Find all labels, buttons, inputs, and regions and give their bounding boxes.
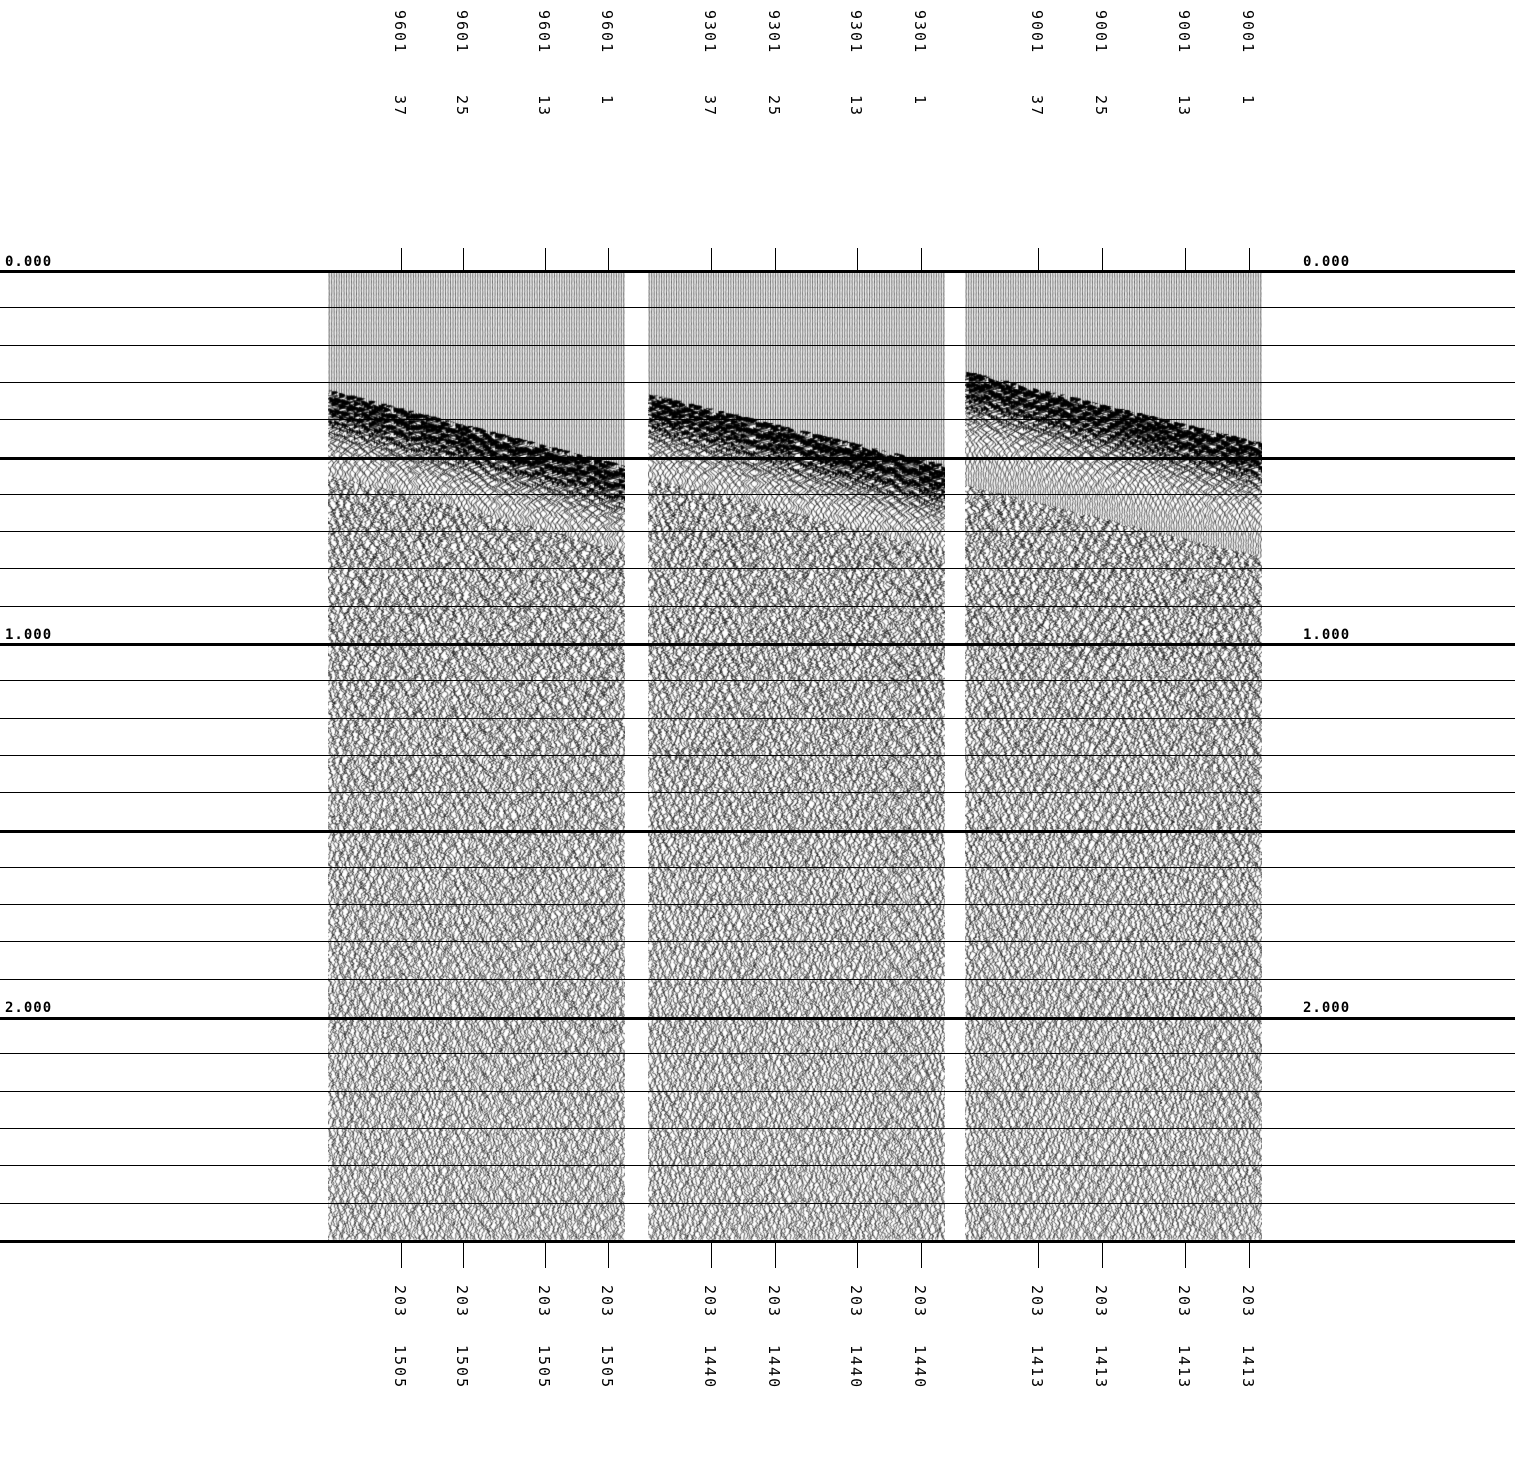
tick-bottom bbox=[1102, 1240, 1103, 1268]
tick-top bbox=[711, 248, 712, 270]
time-label-right: 0.000 bbox=[1303, 254, 1351, 270]
top-header-line1: 9601 bbox=[391, 10, 409, 55]
tick-top bbox=[1102, 248, 1103, 270]
bottom-header-line1: 203 bbox=[1028, 1285, 1046, 1319]
tick-top bbox=[1185, 248, 1186, 270]
bottom-header-line1: 203 bbox=[598, 1285, 616, 1319]
tick-top bbox=[608, 248, 609, 270]
seismic-panel-gather-9601-1505 bbox=[328, 270, 625, 1240]
top-header-line2: 1 bbox=[911, 95, 929, 107]
bottom-header-line1: 203 bbox=[1175, 1285, 1193, 1319]
bottom-header-line1: 203 bbox=[847, 1285, 865, 1319]
bottom-header-line1: 203 bbox=[701, 1285, 719, 1319]
seismic-panel-gather-9001-1413 bbox=[965, 270, 1262, 1240]
tick-top bbox=[463, 248, 464, 270]
time-label-left: 1.000 bbox=[5, 627, 53, 643]
top-header-line1: 9601 bbox=[453, 10, 471, 55]
tick-top bbox=[1249, 248, 1250, 270]
tick-bottom bbox=[1249, 1240, 1250, 1268]
bottom-header-line2: 1505 bbox=[453, 1345, 471, 1390]
wiggle-trace-canvas bbox=[965, 270, 1262, 1240]
tick-bottom bbox=[545, 1240, 546, 1268]
top-header-line2: 1 bbox=[1239, 95, 1257, 107]
tick-bottom bbox=[857, 1240, 858, 1268]
top-header-line2: 25 bbox=[765, 95, 783, 118]
tick-bottom bbox=[711, 1240, 712, 1268]
bottom-header-line2: 1505 bbox=[535, 1345, 553, 1390]
top-header-line1: 9001 bbox=[1028, 10, 1046, 55]
bottom-header-line2: 1440 bbox=[765, 1345, 783, 1390]
time-label-left: 0.000 bbox=[5, 254, 53, 270]
bottom-header-line2: 1413 bbox=[1175, 1345, 1193, 1390]
bottom-header-line1: 203 bbox=[1239, 1285, 1257, 1319]
top-header-line2: 37 bbox=[1028, 95, 1046, 118]
top-header-line2: 37 bbox=[391, 95, 409, 118]
top-header-line1: 9601 bbox=[598, 10, 616, 55]
bottom-header-line1: 203 bbox=[1092, 1285, 1110, 1319]
time-label-right: 2.000 bbox=[1303, 1000, 1351, 1016]
bottom-header-line1: 203 bbox=[391, 1285, 409, 1319]
top-header-line1: 9001 bbox=[1092, 10, 1110, 55]
top-header-line2: 25 bbox=[1092, 95, 1110, 118]
tick-bottom bbox=[921, 1240, 922, 1268]
tick-top bbox=[775, 248, 776, 270]
tick-bottom bbox=[608, 1240, 609, 1268]
bottom-header-line1: 203 bbox=[765, 1285, 783, 1319]
top-header-line2: 13 bbox=[1175, 95, 1193, 118]
tick-top bbox=[1038, 248, 1039, 270]
top-header-line1: 9301 bbox=[701, 10, 719, 55]
bottom-header-line2: 1413 bbox=[1239, 1345, 1257, 1390]
time-label-left: 2.000 bbox=[5, 1000, 53, 1016]
bottom-header-line1: 203 bbox=[535, 1285, 553, 1319]
gridline-bottom-frame bbox=[0, 1240, 1515, 1243]
top-header-line1: 9601 bbox=[535, 10, 553, 55]
tick-top bbox=[545, 248, 546, 270]
time-label-right: 1.000 bbox=[1303, 627, 1351, 643]
top-header-line1: 9001 bbox=[1239, 10, 1257, 55]
wiggle-trace-canvas bbox=[328, 270, 625, 1240]
bottom-header-line2: 1413 bbox=[1028, 1345, 1046, 1390]
top-header-line1: 9301 bbox=[765, 10, 783, 55]
bottom-header-line2: 1440 bbox=[911, 1345, 929, 1390]
tick-bottom bbox=[1185, 1240, 1186, 1268]
bottom-header-line2: 1440 bbox=[847, 1345, 865, 1390]
wiggle-trace-canvas bbox=[648, 270, 945, 1240]
tick-top bbox=[401, 248, 402, 270]
bottom-header-line2: 1505 bbox=[391, 1345, 409, 1390]
bottom-header-line2: 1440 bbox=[701, 1345, 719, 1390]
tick-bottom bbox=[463, 1240, 464, 1268]
bottom-header-line2: 1505 bbox=[598, 1345, 616, 1390]
bottom-header-line1: 203 bbox=[911, 1285, 929, 1319]
top-header-line2: 25 bbox=[453, 95, 471, 118]
tick-bottom bbox=[775, 1240, 776, 1268]
bottom-header-line2: 1413 bbox=[1092, 1345, 1110, 1390]
top-header-line1: 9001 bbox=[1175, 10, 1193, 55]
seismic-panel-gather-9301-1440 bbox=[648, 270, 945, 1240]
top-header-line2: 37 bbox=[701, 95, 719, 118]
top-header-line1: 9301 bbox=[911, 10, 929, 55]
top-header-line2: 13 bbox=[535, 95, 553, 118]
top-header-line2: 13 bbox=[847, 95, 865, 118]
bottom-header-line1: 203 bbox=[453, 1285, 471, 1319]
tick-top bbox=[857, 248, 858, 270]
tick-bottom bbox=[1038, 1240, 1039, 1268]
top-header-line1: 9301 bbox=[847, 10, 865, 55]
tick-bottom bbox=[401, 1240, 402, 1268]
top-header-line2: 1 bbox=[598, 95, 616, 107]
tick-top bbox=[921, 248, 922, 270]
